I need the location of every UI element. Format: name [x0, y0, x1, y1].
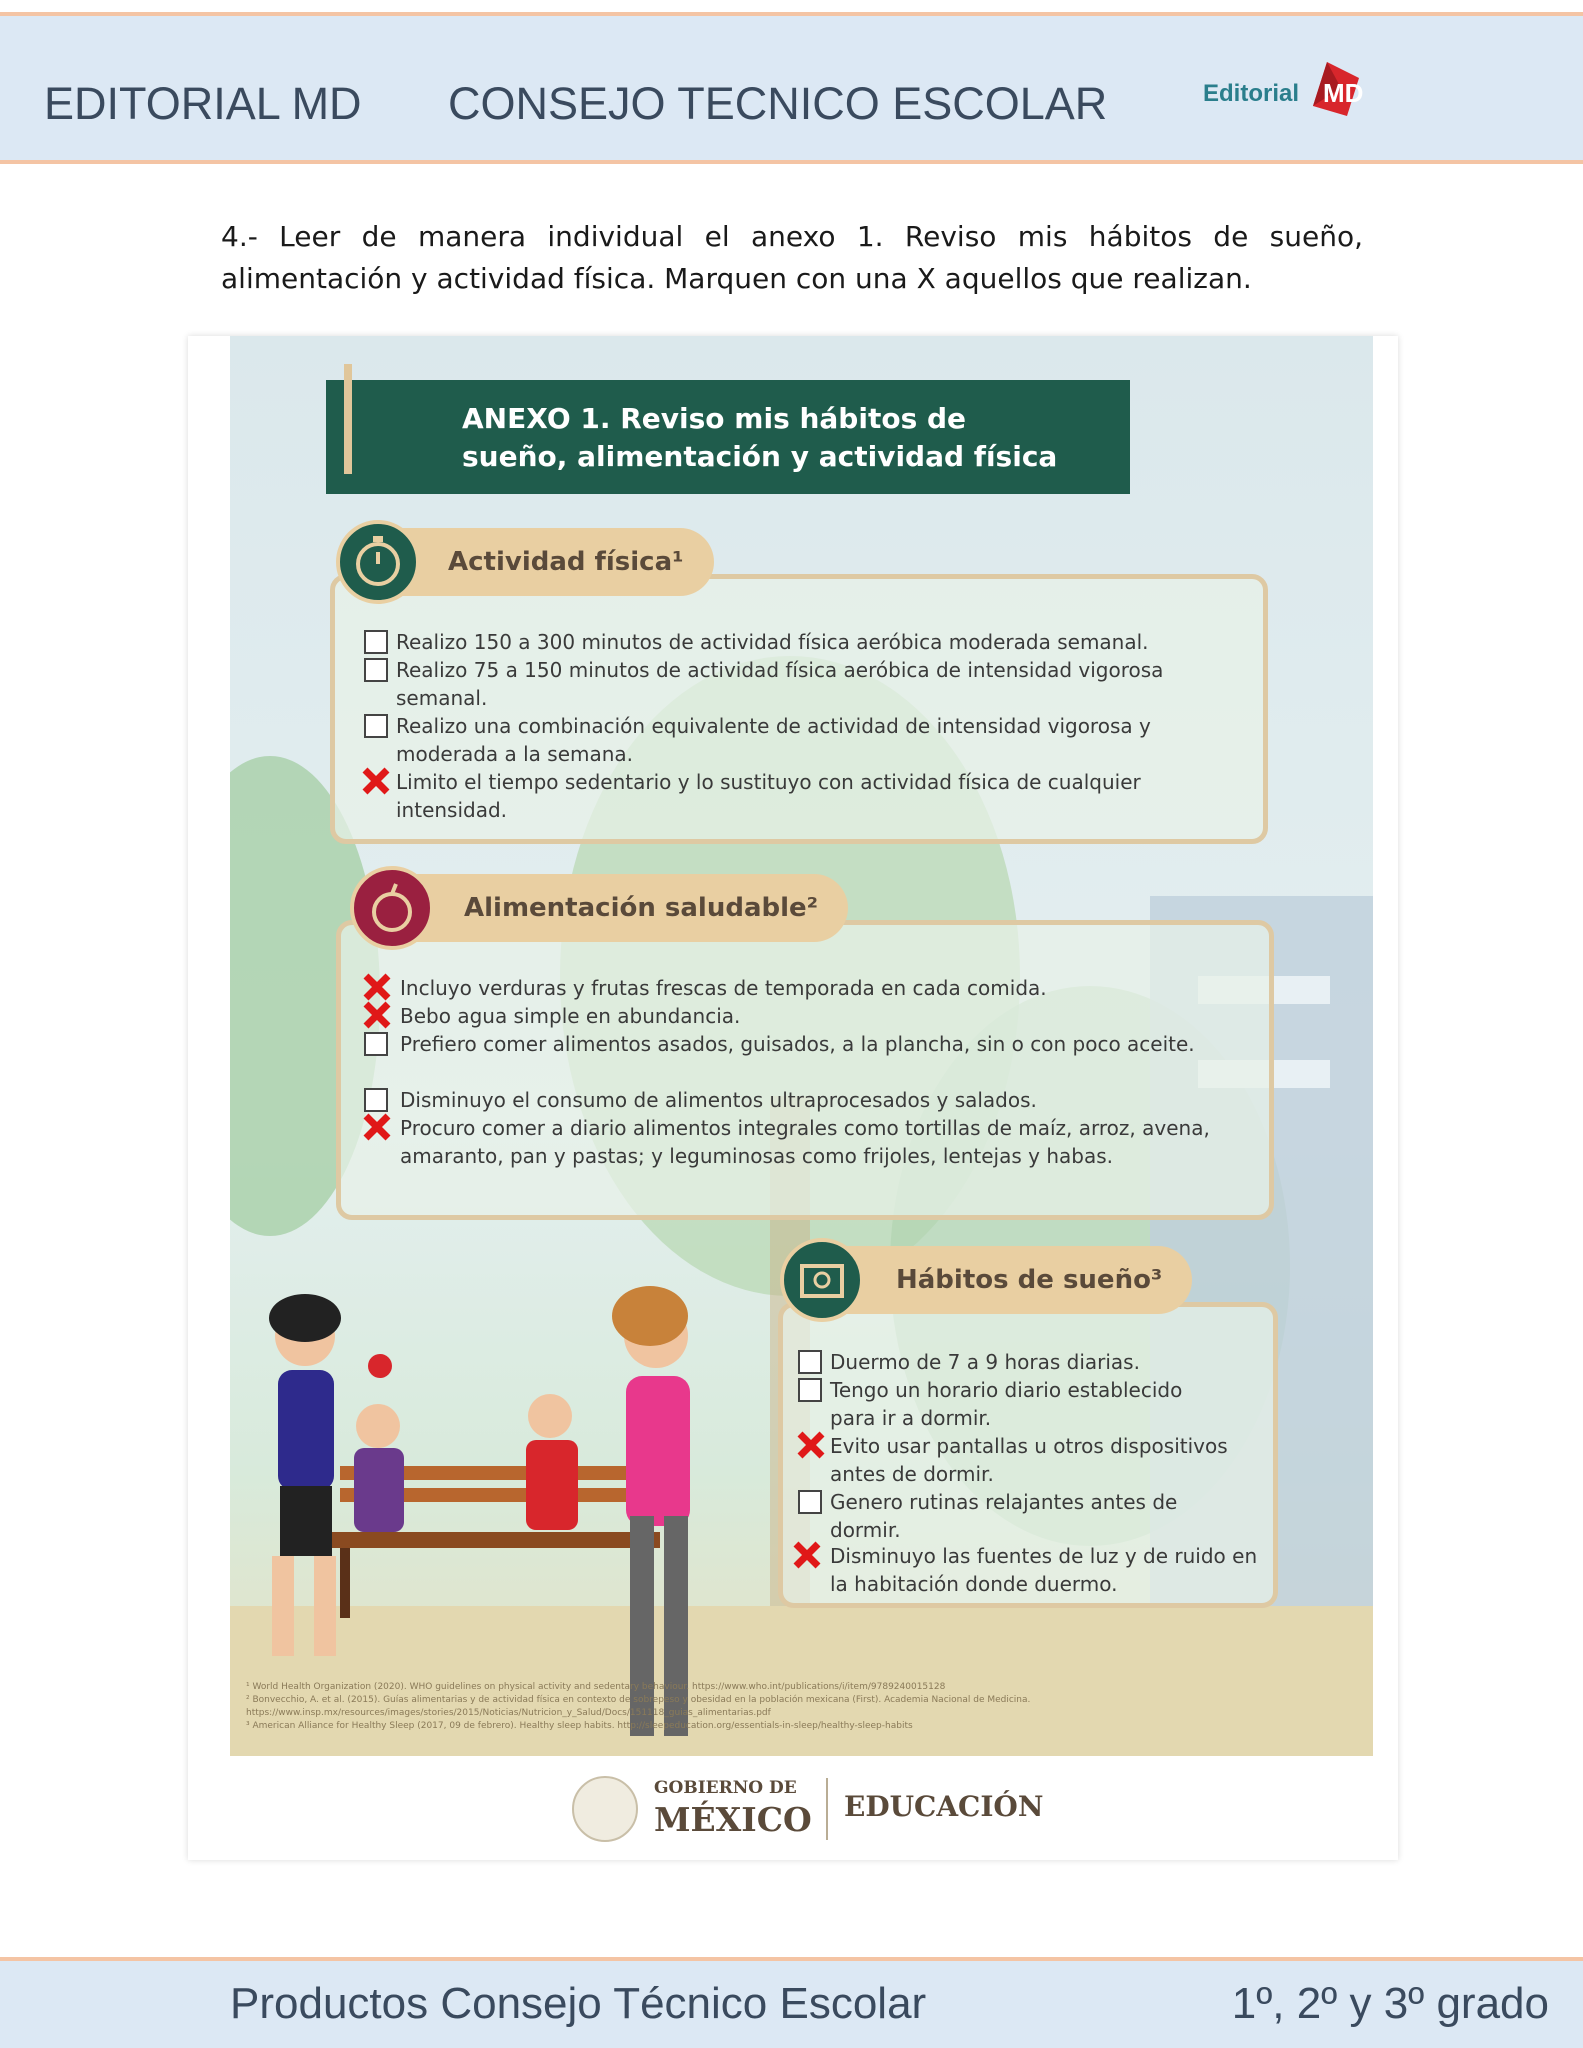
- checkbox-sleep-1[interactable]: [798, 1350, 822, 1374]
- eating-item-4: Disminuyo el consumo de alimentos ultraprocesados y salados.: [400, 1088, 1037, 1112]
- checked-x-icon[interactable]: [362, 972, 392, 1002]
- gov-line1: GOBIERNO DE: [654, 1778, 797, 1798]
- page-footer: [0, 1957, 1583, 2048]
- physical-item-1: Realizo 150 a 300 minutos de actividad física aeróbica moderada semanal.: [396, 630, 1149, 654]
- annex-title-line1: ANEXO 1. Reviso mis hábitos de: [462, 402, 967, 435]
- annex-title-accent: [344, 364, 352, 474]
- checkbox-physical-3[interactable]: [364, 714, 388, 738]
- logo-text: Editorial: [1203, 80, 1300, 107]
- logo-md-icon: [1307, 58, 1377, 128]
- sleep-item-1: Duermo de 7 a 9 horas diarias.: [830, 1350, 1140, 1374]
- annex-title-line2: sueño, alimentación y actividad física: [462, 440, 1058, 473]
- apple-icon: [350, 866, 434, 950]
- physical-item-3: Realizo una combinación equivalente de actividad de intensidad vigorosa y moderada a la semana.: [396, 714, 1151, 766]
- eating-item-1: Incluyo verduras y frutas frescas de temporada en cada comida.: [400, 976, 1047, 1000]
- checkbox-sleep-4[interactable]: [798, 1490, 822, 1514]
- checkbox-eating-4[interactable]: [364, 1088, 388, 1112]
- sleep-item-3: Evito usar pantallas u otros dispositivos antes de dormir.: [830, 1434, 1228, 1486]
- mexico-seal-icon: [572, 1776, 638, 1842]
- eating-item-3: Prefiero comer alimentos asados, guisados, a la plancha, sin o con poco aceite.: [400, 1032, 1195, 1056]
- checkbox-physical-1[interactable]: [364, 630, 388, 654]
- checked-x-icon[interactable]: [792, 1540, 822, 1570]
- gov-line2: MÉXICO: [654, 1800, 812, 1839]
- instruction-text: 4.- Leer de manera individual el anexo 1. Reviso mis hábitos de sueño, alimentación y actividad física. Marquen con una X aquellos que realizan.: [221, 220, 1363, 295]
- checkbox-eating-3[interactable]: [364, 1032, 388, 1056]
- reference-3: ³ American Alliance for Healthy Sleep (2017, 09 de febrero). Healthy sleep habits. http://sleepeducation.org/essentials-in-sleep/healthy-sleep-habits: [246, 1721, 913, 1731]
- physical-item-2: Realizo 75 a 150 minutos de actividad física aeróbica de intensidad vigorosa semanal.: [396, 658, 1164, 710]
- moon-bed-icon: [780, 1238, 864, 1322]
- sleep-habits-title: Hábitos de sueño³: [796, 1246, 1192, 1314]
- healthy-eating-title: Alimentación saludable²: [364, 874, 848, 942]
- sleep-item-4: Genero rutinas relajantes antes de dormir.: [830, 1490, 1178, 1542]
- healthy-eating-section: [336, 920, 1274, 1220]
- annex-references: [246, 1681, 1346, 1733]
- page-header: [0, 12, 1583, 164]
- editorial-md-logo: [1203, 58, 1373, 128]
- reference-1: ¹ World Health Organization (2020). WHO guidelines on physical activity and sedentary behaviour. https://www.who.int/publications/i/item/9789240015128: [246, 1682, 946, 1692]
- gov-divider: [826, 1778, 828, 1840]
- reference-2: ² Bonvecchio, A. et al. (2015). Guías alimentarias y de actividad física en contexto de sobrepeso y obesidad en la población mexicana (First). Academia Nacional de Medicina. https://www.insp.mx/resources/images/stories/2015/Noticias/Nutricion_y_Salud/Docs/151118_guias_alimentarias.pdf: [246, 1695, 1031, 1718]
- checked-x-icon[interactable]: [362, 1112, 392, 1142]
- footer-left-text: Productos Consejo Técnico Escolar: [230, 1979, 927, 2028]
- annex-infographic: [188, 336, 1398, 1860]
- government-logo: [572, 1772, 1092, 1852]
- physical-item-4: Limito el tiempo sedentario y lo sustituyo con actividad física de cualquier intensidad.: [396, 770, 1141, 822]
- checkbox-sleep-2[interactable]: [798, 1378, 822, 1402]
- annex-title-box: [326, 380, 1130, 494]
- footer-right-text: 1º, 2º y 3º grado: [1231, 1979, 1549, 2028]
- checked-x-icon[interactable]: [362, 1000, 392, 1030]
- checked-x-icon[interactable]: [361, 766, 391, 796]
- sleep-item-2: Tengo un horario diario establecido para ir a dormir.: [830, 1378, 1183, 1430]
- checked-x-icon[interactable]: [796, 1430, 826, 1460]
- stopwatch-icon: [336, 520, 420, 604]
- annex-title: [462, 400, 1102, 476]
- eating-item-5: Procuro comer a diario alimentos integrales como tortillas de maíz, arroz, avena, amaranto, pan y pastas; y leguminosas como frijoles, lentejas y habas.: [400, 1116, 1210, 1168]
- checkbox-physical-2[interactable]: [364, 658, 388, 682]
- physical-activity-title: Actividad física¹: [348, 528, 714, 596]
- sleep-item-5: Disminuyo las fuentes de luz y de ruido en la habitación donde duermo.: [830, 1544, 1258, 1596]
- svg-text:MD: MD: [1323, 78, 1364, 108]
- eating-item-2: Bebo agua simple en abundancia.: [400, 1004, 741, 1028]
- header-center-title: CONSEJO TECNICO ESCOLAR: [448, 78, 1108, 129]
- gov-line3: EDUCACIÓN: [844, 1790, 1044, 1823]
- header-left-title: EDITORIAL MD: [44, 78, 362, 129]
